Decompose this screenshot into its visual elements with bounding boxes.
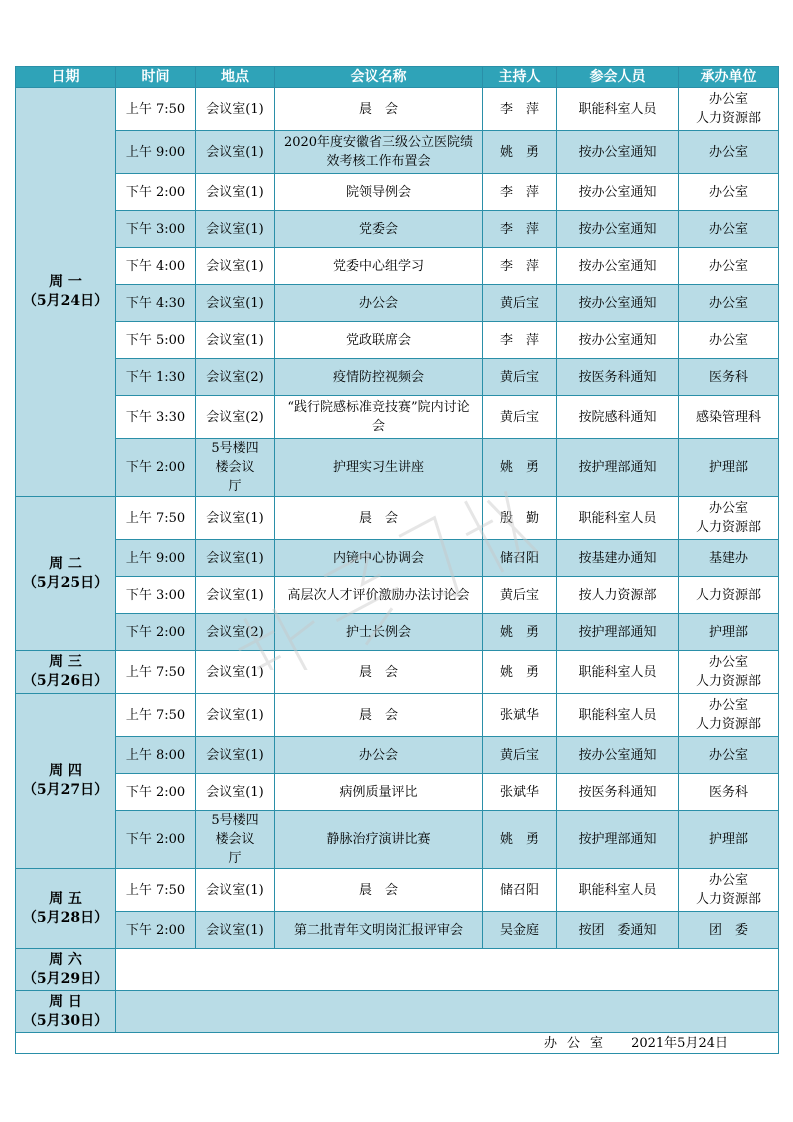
meeting-name-cell: 高层次人才评价激励办法讨论会: [275, 577, 483, 614]
attendees-cell: 按办公室通知: [557, 285, 679, 322]
place-cell: 会议室(1): [196, 869, 275, 912]
day-label: 周 日: [49, 993, 82, 1010]
attendees-cell: 按办公室通知: [557, 131, 679, 174]
meeting-name-cell: 病例质量评比: [275, 774, 483, 811]
time-cell: 上午 7:50: [116, 694, 196, 737]
meeting-name-cell: 晨 会: [275, 694, 483, 737]
time-cell: 上午 8:00: [116, 737, 196, 774]
day-label: 周 一: [49, 274, 82, 290]
table-row: [16, 540, 779, 577]
table-row: [16, 737, 779, 774]
host-cell: 姚 勇: [483, 811, 557, 869]
organizer-cell: 办公室: [679, 174, 779, 211]
attendees-cell: 职能科室人员: [557, 869, 679, 912]
host-cell: 李 萍: [483, 248, 557, 285]
day-label: 周 六: [49, 951, 82, 968]
header-row: [16, 67, 779, 88]
organizer-cell: 办公室 人力资源部: [679, 88, 779, 131]
attendees-cell: 按办公室通知: [557, 322, 679, 359]
header-host: 主持人: [483, 67, 557, 88]
attendees-cell: 按院感科通知: [557, 396, 679, 439]
time-cell: 下午 2:00: [116, 774, 196, 811]
table-row: [16, 439, 779, 497]
meeting-name-cell: 静脉治疗演讲比赛: [275, 811, 483, 869]
host-cell: 李 萍: [483, 211, 557, 248]
day-date: （5月24日）: [22, 293, 109, 309]
table-row: [16, 396, 779, 439]
table-row: [16, 131, 779, 174]
place-cell: 会议室(1): [196, 88, 275, 131]
organizer-cell: 办公室: [679, 322, 779, 359]
place-cell: 会议室(1): [196, 248, 275, 285]
place-cell: 会议室(1): [196, 694, 275, 737]
table-row: [16, 497, 779, 540]
time-cell: 下午 2:00: [116, 439, 196, 497]
meeting-name-cell: 内镜中心协调会: [275, 540, 483, 577]
meeting-name-cell: “践行院感标准竞技赛”院内讨论会: [275, 396, 483, 439]
attendees-cell: 按医务科通知: [557, 359, 679, 396]
time-cell: 下午 3:30: [116, 396, 196, 439]
day-cell: [16, 991, 116, 1033]
place-cell: 会议室(2): [196, 614, 275, 651]
organizer-cell: 办公室 人力资源部: [679, 651, 779, 694]
table-row: [16, 774, 779, 811]
host-cell: 黄后宝: [483, 359, 557, 396]
attendees-cell: 按基建办通知: [557, 540, 679, 577]
attendees-cell: 职能科室人员: [557, 88, 679, 131]
place-cell: 会议室(1): [196, 174, 275, 211]
time-cell: 上午 7:50: [116, 651, 196, 694]
time-cell: 上午 9:00: [116, 131, 196, 174]
empty-day-cell: [116, 991, 779, 1033]
table-row: [16, 322, 779, 359]
host-cell: 黄后宝: [483, 737, 557, 774]
day-label: 周 三: [49, 654, 82, 670]
place-cell: 5号楼四楼会议厅: [196, 811, 275, 869]
attendees-cell: 按护理部通知: [557, 439, 679, 497]
attendees-cell: 按办公室通知: [557, 737, 679, 774]
time-cell: 下午 4:30: [116, 285, 196, 322]
host-cell: 储召阳: [483, 869, 557, 912]
table-row: [16, 811, 779, 869]
place-cell: 会议室(1): [196, 577, 275, 614]
attendees-cell: 职能科室人员: [557, 694, 679, 737]
meeting-name-cell: 护理实习生讲座: [275, 439, 483, 497]
host-cell: 张斌华: [483, 774, 557, 811]
attendees-cell: 按人力资源部: [557, 577, 679, 614]
organizer-cell: 办公室: [679, 211, 779, 248]
host-cell: 黄后宝: [483, 577, 557, 614]
host-cell: 殷 勤: [483, 497, 557, 540]
time-cell: 上午 9:00: [116, 540, 196, 577]
table-row: [16, 614, 779, 651]
time-cell: 下午 3:00: [116, 577, 196, 614]
place-cell: 会议室(1): [196, 211, 275, 248]
organizer-cell: 办公室 人力资源部: [679, 869, 779, 912]
footer-org: 办公室: [543, 1035, 613, 1051]
day-cell: [16, 694, 116, 869]
day-date: （5月28日）: [22, 909, 109, 926]
header-date: 日期: [16, 67, 116, 88]
meeting-name-cell: 晨 会: [275, 651, 483, 694]
meeting-name-cell: 晨 会: [275, 497, 483, 540]
place-cell: 会议室(1): [196, 285, 275, 322]
time-cell: 上午 7:50: [116, 88, 196, 131]
footer-cell: [16, 1033, 779, 1054]
time-cell: 下午 1:30: [116, 359, 196, 396]
table-row: [16, 359, 779, 396]
host-cell: 姚 勇: [483, 131, 557, 174]
day-label: 周 二: [49, 555, 82, 572]
attendees-cell: 职能科室人员: [557, 497, 679, 540]
day-cell: [16, 497, 116, 651]
header-meeting-name: 会议名称: [275, 67, 483, 88]
meeting-name-cell: 党委会: [275, 211, 483, 248]
organizer-cell: 医务科: [679, 359, 779, 396]
table-row: [16, 248, 779, 285]
organizer-cell: 办公室 人力资源部: [679, 694, 779, 737]
host-cell: 李 萍: [483, 174, 557, 211]
attendees-cell: 按护理部通知: [557, 614, 679, 651]
host-cell: 李 萍: [483, 88, 557, 131]
place-cell: 会议室(1): [196, 497, 275, 540]
host-cell: 李 萍: [483, 322, 557, 359]
host-cell: 储召阳: [483, 540, 557, 577]
day-date: （5月25日）: [22, 574, 109, 591]
host-cell: 姚 勇: [483, 651, 557, 694]
meeting-name-cell: 党政联席会: [275, 322, 483, 359]
host-cell: 姚 勇: [483, 439, 557, 497]
meeting-name-cell: 晨 会: [275, 869, 483, 912]
footer-row: [16, 1033, 779, 1054]
table-row: [16, 869, 779, 912]
header-time: 时间: [116, 67, 196, 88]
table-row: [16, 694, 779, 737]
host-cell: 姚 勇: [483, 614, 557, 651]
meeting-name-cell: 办公会: [275, 737, 483, 774]
time-cell: 上午 7:50: [116, 497, 196, 540]
time-cell: 下午 4:00: [116, 248, 196, 285]
header-organizer: 承办单位: [679, 67, 779, 88]
header-place: 地点: [196, 67, 275, 88]
table-row: [16, 912, 779, 949]
attendees-cell: 按办公室通知: [557, 211, 679, 248]
place-cell: 会议室(1): [196, 540, 275, 577]
host-cell: 吴金庭: [483, 912, 557, 949]
host-cell: 张斌华: [483, 694, 557, 737]
footer-date: 2021年5月24日: [631, 1035, 728, 1051]
day-cell: [16, 869, 116, 949]
organizer-cell: 办公室: [679, 131, 779, 174]
meeting-name-cell: 第二批青年文明岗汇报评审会: [275, 912, 483, 949]
empty-day-cell: [116, 949, 779, 991]
day-label: 周 五: [49, 890, 82, 907]
place-cell: 会议室(1): [196, 651, 275, 694]
attendees-cell: 按办公室通知: [557, 248, 679, 285]
table-row: [16, 651, 779, 694]
organizer-cell: 办公室 人力资源部: [679, 497, 779, 540]
table-row: [16, 285, 779, 322]
meeting-name-cell: 院领导例会: [275, 174, 483, 211]
place-cell: 会议室(1): [196, 322, 275, 359]
place-cell: 会议室(1): [196, 131, 275, 174]
day-date: （5月26日）: [22, 673, 109, 689]
organizer-cell: 医务科: [679, 774, 779, 811]
attendees-cell: 按医务科通知: [557, 774, 679, 811]
meeting-name-cell: 护士长例会: [275, 614, 483, 651]
organizer-cell: 办公室: [679, 737, 779, 774]
attendees-cell: 按办公室通知: [557, 174, 679, 211]
day-date: （5月27日）: [22, 782, 109, 798]
table-row: [16, 949, 779, 991]
table-row: [16, 991, 779, 1033]
host-cell: 黄后宝: [483, 396, 557, 439]
table-row: [16, 88, 779, 131]
organizer-cell: 护理部: [679, 614, 779, 651]
day-date: （5月29日）: [22, 970, 109, 987]
time-cell: 下午 2:00: [116, 811, 196, 869]
organizer-cell: 办公室: [679, 285, 779, 322]
attendees-cell: 按团 委通知: [557, 912, 679, 949]
day-cell: [16, 949, 116, 991]
day-date: （5月30日）: [22, 1012, 109, 1029]
header-attendees: 参会人员: [557, 67, 679, 88]
place-cell: 会议室(2): [196, 359, 275, 396]
meeting-name-cell: 疫情防控视频会: [275, 359, 483, 396]
organizer-cell: 办公室: [679, 248, 779, 285]
meeting-name-cell: 办公会: [275, 285, 483, 322]
meeting-schedule-table: [15, 66, 779, 1054]
attendees-cell: 职能科室人员: [557, 651, 679, 694]
place-cell: 会议室(1): [196, 774, 275, 811]
place-cell: 会议室(1): [196, 737, 275, 774]
organizer-cell: 基建办: [679, 540, 779, 577]
organizer-cell: 护理部: [679, 811, 779, 869]
place-cell: 5号楼四楼会议厅: [196, 439, 275, 497]
meeting-name-cell: 晨 会: [275, 88, 483, 131]
organizer-cell: 人力资源部: [679, 577, 779, 614]
day-label: 周 四: [49, 763, 82, 779]
day-cell: [16, 88, 116, 497]
day-cell: [16, 651, 116, 694]
organizer-cell: 护理部: [679, 439, 779, 497]
place-cell: 会议室(1): [196, 912, 275, 949]
table-row: [16, 211, 779, 248]
table-row: [16, 174, 779, 211]
time-cell: 下午 2:00: [116, 912, 196, 949]
time-cell: 上午 7:50: [116, 869, 196, 912]
organizer-cell: 感染管理科: [679, 396, 779, 439]
time-cell: 下午 2:00: [116, 614, 196, 651]
time-cell: 下午 3:00: [116, 211, 196, 248]
host-cell: 黄后宝: [483, 285, 557, 322]
attendees-cell: 按护理部通知: [557, 811, 679, 869]
place-cell: 会议室(2): [196, 396, 275, 439]
time-cell: 下午 2:00: [116, 174, 196, 211]
meeting-name-cell: 党委中心组学习: [275, 248, 483, 285]
table-row: [16, 577, 779, 614]
time-cell: 下午 5:00: [116, 322, 196, 359]
organizer-cell: 团 委: [679, 912, 779, 949]
meeting-name-cell: 2020年度安徽省三级公立医院绩效考核工作布置会: [275, 131, 483, 174]
